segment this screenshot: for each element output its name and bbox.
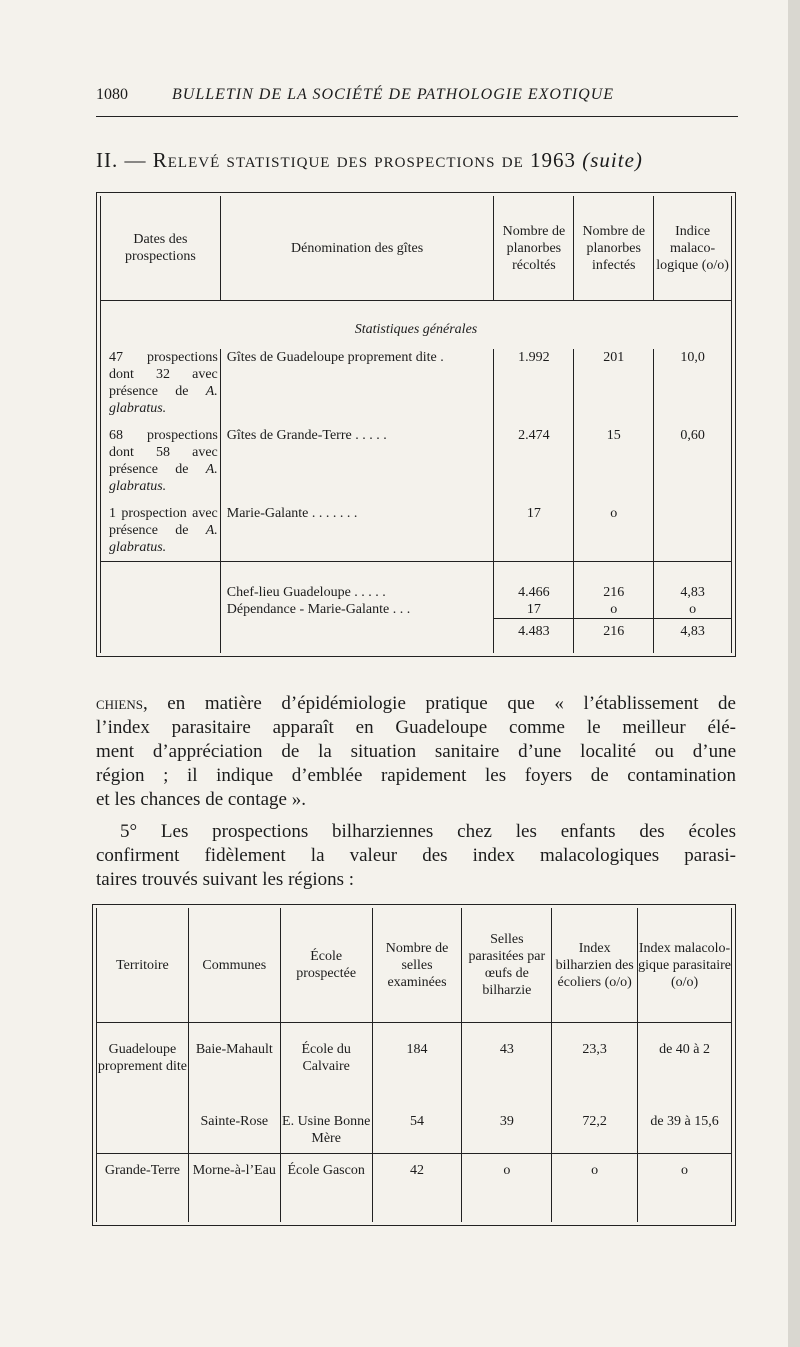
column-header: Index bilharzien des écoliers (o/o)	[552, 908, 638, 1023]
commune: Baie-Mahault	[188, 1023, 280, 1114]
planorbes-infectes: o	[574, 505, 654, 562]
column-header: Selles parasitées par œufs de bilharzie	[462, 908, 552, 1023]
text-line: confirment fidèlement la valeur des index malacologiques parasi-	[96, 845, 736, 866]
selles-parasitees: o	[462, 1154, 552, 1223]
empty-cell	[101, 619, 221, 654]
prospection-statistics-table	[100, 196, 732, 653]
header-rule	[96, 116, 738, 117]
sum-recoltes: 4.483	[494, 619, 574, 654]
journal-title: BULLETIN DE LA SOCIÉTÉ DE PATHOLOGIE EXOTIQUE	[172, 86, 615, 103]
table-row	[97, 1023, 732, 1114]
column-header: Nombre de selles examinées	[372, 908, 462, 1023]
territoire: Grande-Terre	[97, 1154, 189, 1223]
planorbes-recoltes: 17	[494, 505, 574, 562]
indice-malacologique: 0,60	[654, 427, 732, 505]
column-header: Dénomination des gîtes	[220, 196, 494, 301]
prospection-date: 68 prospections dont 58 avec présence de A. glabratus.	[101, 427, 221, 505]
sum-indice: 4,83	[654, 619, 732, 654]
text-line: taires trouvés suivant les régions :	[96, 869, 355, 890]
table-subheading: Statistiques générales	[101, 301, 732, 350]
body-paragraph	[96, 692, 736, 812]
table-row	[97, 1154, 732, 1223]
empty-cell	[220, 619, 494, 654]
sum-row	[101, 619, 732, 654]
column-header: École prospectée	[280, 908, 372, 1023]
prospection-date: 1 prospection avec présence de A. glabratus.	[101, 505, 221, 562]
gite-name: Gîtes de Guadeloupe proprement dite .	[220, 349, 494, 427]
selles-parasitees: 43	[462, 1023, 552, 1114]
commune: Sainte-Rose	[188, 1113, 280, 1154]
ecole: École Gascon	[280, 1154, 372, 1223]
section-title-text: Relevé statistique des prospections de	[152, 148, 524, 172]
empty-cell	[101, 562, 221, 619]
table-row	[101, 349, 732, 427]
selles-parasitees: 39	[462, 1113, 552, 1154]
prospection-date: 47 prospections dont 32 avec présence de A. glabratus.	[101, 349, 221, 427]
totals-labels: Chef-lieu Guadeloupe . . . . . Dépendance - Marie-Galante . . .	[220, 562, 494, 619]
running-header	[96, 86, 736, 110]
indice-malacologique: 10,0	[654, 349, 732, 427]
section-title	[96, 148, 756, 173]
text-line: chiens, en matière d’épidémiologie pratique que « l’établissement de	[96, 693, 736, 714]
territoire: Guadeloupe proprement dite	[97, 1023, 189, 1114]
body-paragraph	[96, 820, 736, 892]
lead-word: chiens	[96, 693, 143, 714]
text-line: région ; il indique d’emblée rapidement les foyers de contamination	[96, 765, 736, 786]
column-header: Dates des prospections	[101, 196, 221, 301]
column-header: Nombre de planorbes récoltés	[494, 196, 574, 301]
section-suite: (suite)	[582, 148, 643, 172]
table-header-row	[101, 196, 732, 301]
column-header: Territoire	[97, 908, 189, 1023]
ecole: E. Usine Bonne Mère	[280, 1113, 372, 1154]
totals-indice: 4,83 o	[654, 562, 732, 619]
page-edge	[788, 0, 800, 1347]
table-row	[101, 505, 732, 562]
index-malacologique: de 39 à 15,6	[638, 1113, 732, 1154]
text-line: l’index parasitaire apparaît en Guadeloupe comme le meilleur élé-	[96, 717, 736, 738]
planorbes-infectes: 201	[574, 349, 654, 427]
column-header: Communes	[188, 908, 280, 1023]
page-number: 1080	[96, 86, 128, 103]
totals-infectes: 216 o	[574, 562, 654, 619]
table-row	[101, 427, 732, 505]
text-line: 5° Les prospections bilharziennes chez les enfants des écoles	[120, 821, 736, 842]
planorbes-recoltes: 1.992	[494, 349, 574, 427]
column-header: Nombre de planorbes infectés	[574, 196, 654, 301]
selles-examinees: 42	[372, 1154, 462, 1223]
gite-name: Gîtes de Grande-Terre . . . . .	[220, 427, 494, 505]
text-line: ment d’appréciation de la situation sanitaire d’une localité ou d’une	[96, 741, 736, 762]
selles-examinees: 54	[372, 1113, 462, 1154]
school-survey-table	[96, 908, 732, 1222]
section-number: II.	[96, 148, 119, 172]
totals-recoltes: 4.466 17	[494, 562, 574, 619]
text-line: et les chances de contage ».	[96, 789, 306, 810]
table-row	[97, 1113, 732, 1154]
commune: Morne-à-l’Eau	[188, 1154, 280, 1223]
index-bilharzien: 72,2	[552, 1113, 638, 1154]
planorbes-infectes: 15	[574, 427, 654, 505]
column-header: Index malacolo-gique parasitaire (o/o)	[638, 908, 732, 1023]
index-bilharzien: 23,3	[552, 1023, 638, 1114]
subheading-row	[101, 301, 732, 350]
ecole: École du Calvaire	[280, 1023, 372, 1114]
selles-examinees: 184	[372, 1023, 462, 1114]
index-malacologique: o	[638, 1154, 732, 1223]
section-year: 1963	[529, 148, 576, 172]
totals-row	[101, 562, 732, 619]
gite-name: Marie-Galante . . . . . . .	[220, 505, 494, 562]
index-malacologique: de 40 à 2	[638, 1023, 732, 1114]
territoire	[97, 1113, 189, 1154]
planorbes-recoltes: 2.474	[494, 427, 574, 505]
sum-infectes: 216	[574, 619, 654, 654]
indice-malacologique	[654, 505, 732, 562]
section-dash: —	[124, 148, 147, 172]
table-header-row	[97, 908, 732, 1023]
column-header: Indice malaco-logique (o/o)	[654, 196, 732, 301]
index-bilharzien: o	[552, 1154, 638, 1223]
